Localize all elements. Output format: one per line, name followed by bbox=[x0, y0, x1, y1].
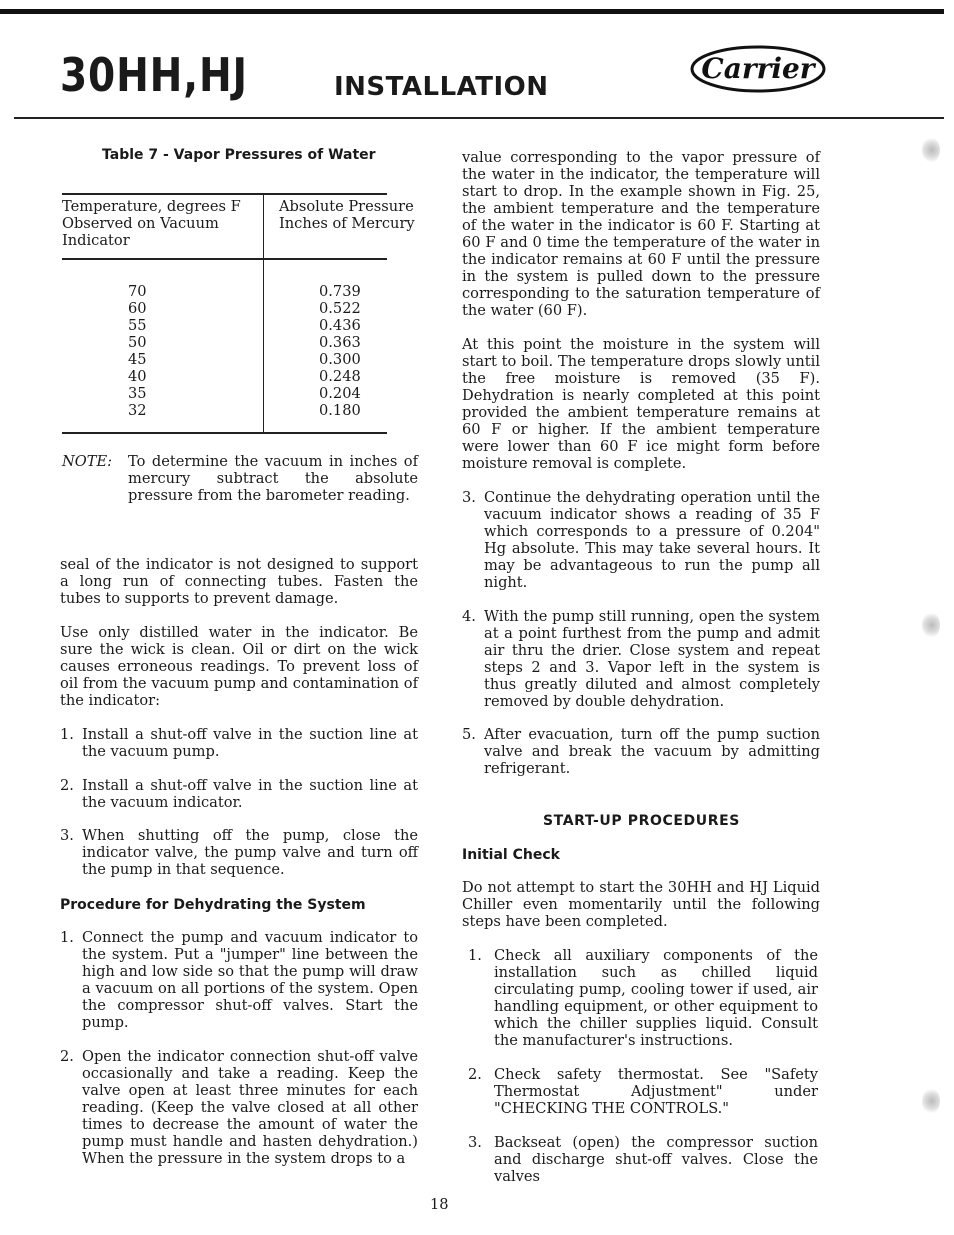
table-cell: 0.180 bbox=[319, 402, 361, 419]
table-temperature-column bbox=[128, 283, 147, 419]
right-paragraph-1: value corresponding to the vapor pressure of the water in the indicator, the temperature will start to drop. In the example shown in Fig. 25, the ambient temperature and the temperature of the water in the indicator is 60 F. Starting at 60 F and 0 time the temperature of the water in the indicator remains at 60 F until the pressure in the system is pulled down to the pressure corresponding to the saturation temperature of the water (60 F). bbox=[462, 149, 820, 319]
note-label: NOTE: bbox=[62, 453, 113, 470]
table-cell: 50 bbox=[128, 334, 147, 351]
section-title: INSTALLATION bbox=[334, 72, 549, 102]
table-cell: 40 bbox=[128, 368, 147, 385]
right-paragraph-2: At this point the moisture in the system will start to boil. The temperature drops slowly until the free moisture is removed (35 F). Dehydration is nearly completed at this point provided the ambient temperature remains at 60 F or higher. If the ambient temperature were lower than 60 F ice might form before moisture removal is complete. bbox=[462, 336, 820, 472]
table-cell: 32 bbox=[128, 402, 147, 419]
table-header-temperature: Temperature, degrees F Observed on Vacuum Indicator bbox=[62, 198, 241, 249]
table-bottom-rule bbox=[62, 432, 387, 434]
binder-hole-mark bbox=[922, 612, 940, 638]
table-cell: 45 bbox=[128, 351, 147, 368]
table-cell: 0.204 bbox=[319, 385, 361, 402]
dehydration-heading: Procedure for Dehydrating the System bbox=[60, 897, 366, 913]
table-title: Table 7 - Vapor Pressures of Water bbox=[102, 147, 376, 163]
table-cell: 0.522 bbox=[319, 300, 361, 317]
table-cell: 0.248 bbox=[319, 368, 361, 385]
table-cell: 55 bbox=[128, 317, 147, 334]
table-cell: 35 bbox=[128, 385, 147, 402]
table-cell: 0.436 bbox=[319, 317, 361, 334]
top-bar bbox=[0, 9, 944, 14]
table-cell: 70 bbox=[128, 283, 147, 300]
initial-check-heading: Initial Check bbox=[462, 847, 560, 863]
left-paragraph-1: seal of the indicator is not designed to support a long run of connecting tubes. Fasten the tubes to supports to prevent damage. bbox=[60, 556, 418, 607]
table-pressure-column bbox=[319, 283, 361, 419]
table-cell: 60 bbox=[128, 300, 147, 317]
table-cell: 0.739 bbox=[319, 283, 361, 300]
table-cell: 0.363 bbox=[319, 334, 361, 351]
left-paragraph-2: Use only distilled water in the indicator. Be sure the wick is clean. Oil or dirt on the wick causes erroneous readings. To prevent loss of oil from the vacuum pump and contamination of the indicator: bbox=[60, 624, 418, 709]
table-top-rule bbox=[62, 193, 387, 195]
note-text: To determine the vacuum in inches of mercury subtract the absolute pressure from the barometer reading. bbox=[128, 453, 418, 504]
svg-text:Carrier: Carrier bbox=[701, 52, 815, 85]
table-header-rule bbox=[62, 258, 387, 260]
right-paragraph-3: Do not attempt to start the 30HH and HJ Liquid Chiller even momentarily until the following steps have been completed. bbox=[462, 879, 820, 930]
header-rule bbox=[14, 117, 944, 119]
table-header-pressure: Absolute Pressure Inches of Mercury bbox=[279, 198, 415, 232]
table-cell: 0.300 bbox=[319, 351, 361, 368]
carrier-logo bbox=[688, 42, 828, 96]
model-title: 30HH,HJ bbox=[60, 48, 248, 102]
startup-heading: START-UP PROCEDURES bbox=[543, 813, 740, 829]
page-number: 18 bbox=[430, 1196, 449, 1213]
table-column-divider bbox=[263, 193, 264, 433]
binder-hole-mark bbox=[922, 1088, 940, 1114]
vapor-pressure-table bbox=[62, 193, 415, 434]
binder-hole-mark bbox=[922, 137, 940, 163]
